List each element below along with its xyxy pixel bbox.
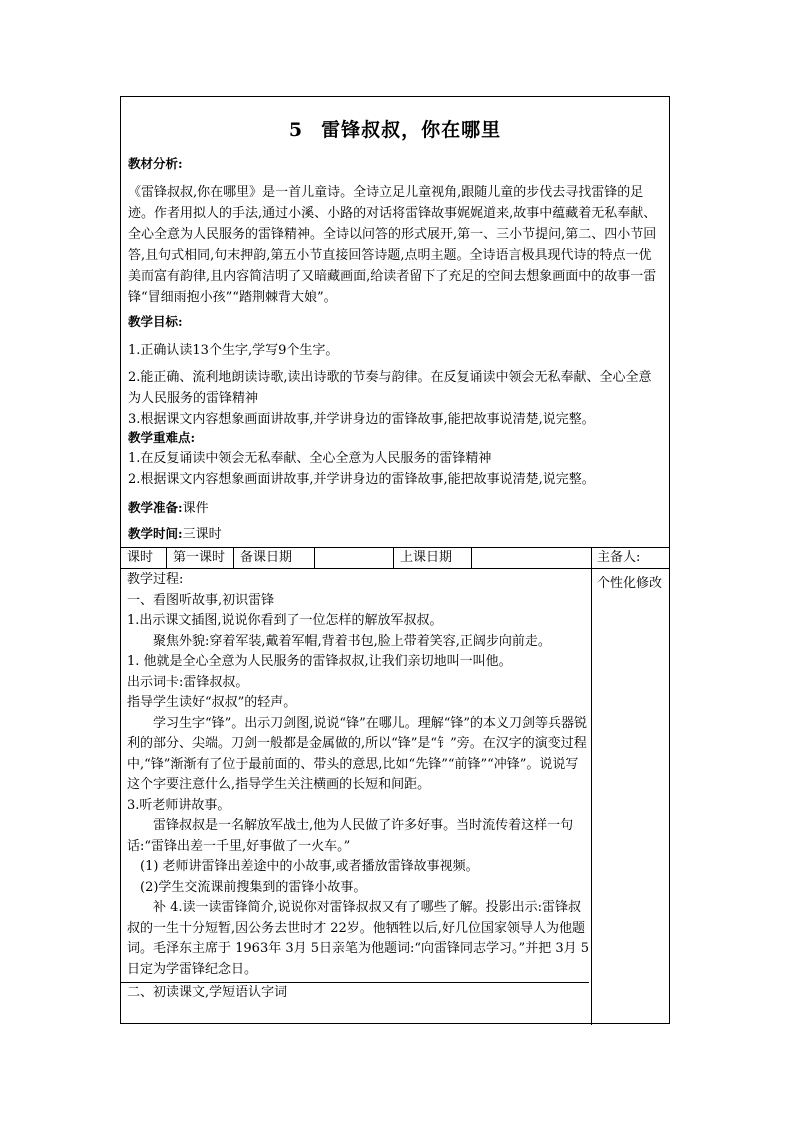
key-point-item-1: 1.在反复诵读中领会无私奉献、全心全意为人民服务的雷锋精神: [128, 451, 492, 466]
process-line: 1.出示课文插图,说说你看到了一位怎样的解放军叔叔。: [127, 613, 443, 628]
prep-value: 课件: [182, 501, 209, 516]
lesson-plan-table: [120, 96, 670, 1024]
prep-heading: 教学准备:: [128, 500, 183, 515]
cell-prep-date: 备课日期: [240, 550, 293, 565]
goals-section: [128, 311, 664, 430]
col-divider-3: [314, 547, 315, 568]
col-divider-2: [233, 547, 234, 568]
process-line: 学习生字“锋”。出示刀剑图,说说“锋”在哪儿。理解“锋”的本义刀剑等兵器锐利的部分、尖端。刀剑一般都是金属做的,所以“锋”是“钅”旁。在汉字的演变过程中,“锋”渐渐有了位于最前面的、带头的意思,比如“先锋”“前锋”“冲锋”。说说写这个字要注意什么,指导学生关注横画的长短和间距。: [127, 715, 588, 792]
cell-lead-preparer: 主备人:: [597, 550, 641, 565]
time-section: [128, 523, 664, 545]
col-divider-1: [166, 547, 167, 568]
header-cell: [121, 97, 669, 549]
analysis-heading: 教材分析:: [128, 156, 183, 171]
lesson-title: 雷锋叔叔，你在哪里: [321, 119, 502, 141]
goal-item-3: 3.根据课文内容想象画面讲故事,并学讲身边的雷锋故事,能把故事说清楚,说完整。: [128, 412, 595, 427]
goal-item-2: 2.能正确、流利地朗读诗歌,读出诗歌的节奏与韵律。在反复诵读中领会无私奉献、全心全意为人民服务的雷锋精神: [128, 370, 652, 406]
process-line: (2)学生交流课前搜集到的雷锋小故事。: [140, 879, 367, 895]
cell-period-label: 课时: [127, 550, 154, 565]
col-divider-5: [471, 547, 472, 568]
col-divider-4: [393, 547, 394, 568]
col-divider-side: [591, 547, 592, 1025]
key-points-section: [128, 427, 664, 490]
process-line: 教学过程:: [127, 572, 184, 587]
process-line: 出示词卡:雷锋叔叔。: [127, 674, 249, 690]
goals-heading: 教学目标:: [128, 314, 183, 329]
teaching-process: [127, 570, 589, 1004]
time-heading: 教学时间:: [128, 526, 183, 541]
process-line: 二、初读课文,学短语认字词: [121, 982, 589, 1004]
cell-class-date: 上课日期: [400, 550, 453, 565]
goal-item-1: 1.正确认读13个生字,学写9个生字。: [128, 343, 339, 358]
cell-first-period: 第一课时: [173, 550, 226, 565]
analysis-section: [128, 153, 664, 308]
process-line: 一、看图听故事,初识雷锋: [127, 592, 275, 608]
process-line: 补 4.读一读雷锋简介,说说你对雷锋叔叔又有了哪些了解。投影出示:雷锋叔叔的一生十分短暂,因公务去世时才 22岁。他牺牲以后,好几位国家领导人为他题词。毛泽东主席于 1963年 3月 5日亲笔为他题词:“向雷锋同志学习。”并把 3月 5日定为学雷锋纪念日。: [127, 900, 590, 977]
time-value: 三课时: [182, 527, 222, 542]
prep-section: [128, 497, 664, 519]
process-line: (1) 老师讲雷锋出差途中的小故事,或者播放雷锋故事视频。: [140, 859, 479, 874]
page-title: [121, 115, 669, 142]
analysis-text: 《雷锋叔叔,你在哪里》是一首儿童诗。全诗立足儿童视角,跟随儿童的步伐去寻找雷锋的足迹。作者用拟人的手法,通过小溪、小路的对话将雷锋故事娓娓道来,故事中蕴藏着无私奉献、全心全意为人民服务的雷锋精神。全诗以问答的形式展开,第一、三小节提问,第二、四小节回答,且句式相同,句末押韵,第五小节直接回答诗题,点明主题。全诗语言极具现代诗的特点一优美而富有韵律,且内容简洁明了又暗藏画面,给读者留下了充足的空间去想象画面中的故事一雷锋“冒细雨抱小孩”“踏荆棘背大娘”。: [128, 185, 657, 305]
process-line: 指导学生读好“叔叔”的轻声。: [127, 695, 297, 710]
row-divider-bottom: [121, 568, 669, 569]
personalized-edit-label: 个性化修改: [597, 576, 663, 591]
process-line: 聚焦外貌:穿着军装,戴着军帽,背着书包,脸上带着笑容,正阔步向前走。: [153, 633, 551, 649]
process-line: 3.听老师讲故事。: [127, 797, 231, 813]
process-line: 1. 他就是全心全意为人民服务的雷锋叔叔,让我们亲切地叫一叫他。: [127, 654, 512, 669]
key-point-item-2: 2.根据课文内容想象画面讲故事,并学讲身边的雷锋故事,能把故事说清楚,说完整。: [128, 472, 595, 487]
process-line: 雷锋叔叔是一名解放军战士,他为人民做了许多好事。当时流传着这样一句话:“雷锋出差一千里,好事做了一火车。”: [127, 818, 574, 854]
key-points-heading: 教学重难点:: [128, 430, 196, 445]
lesson-number: 5: [288, 119, 304, 141]
